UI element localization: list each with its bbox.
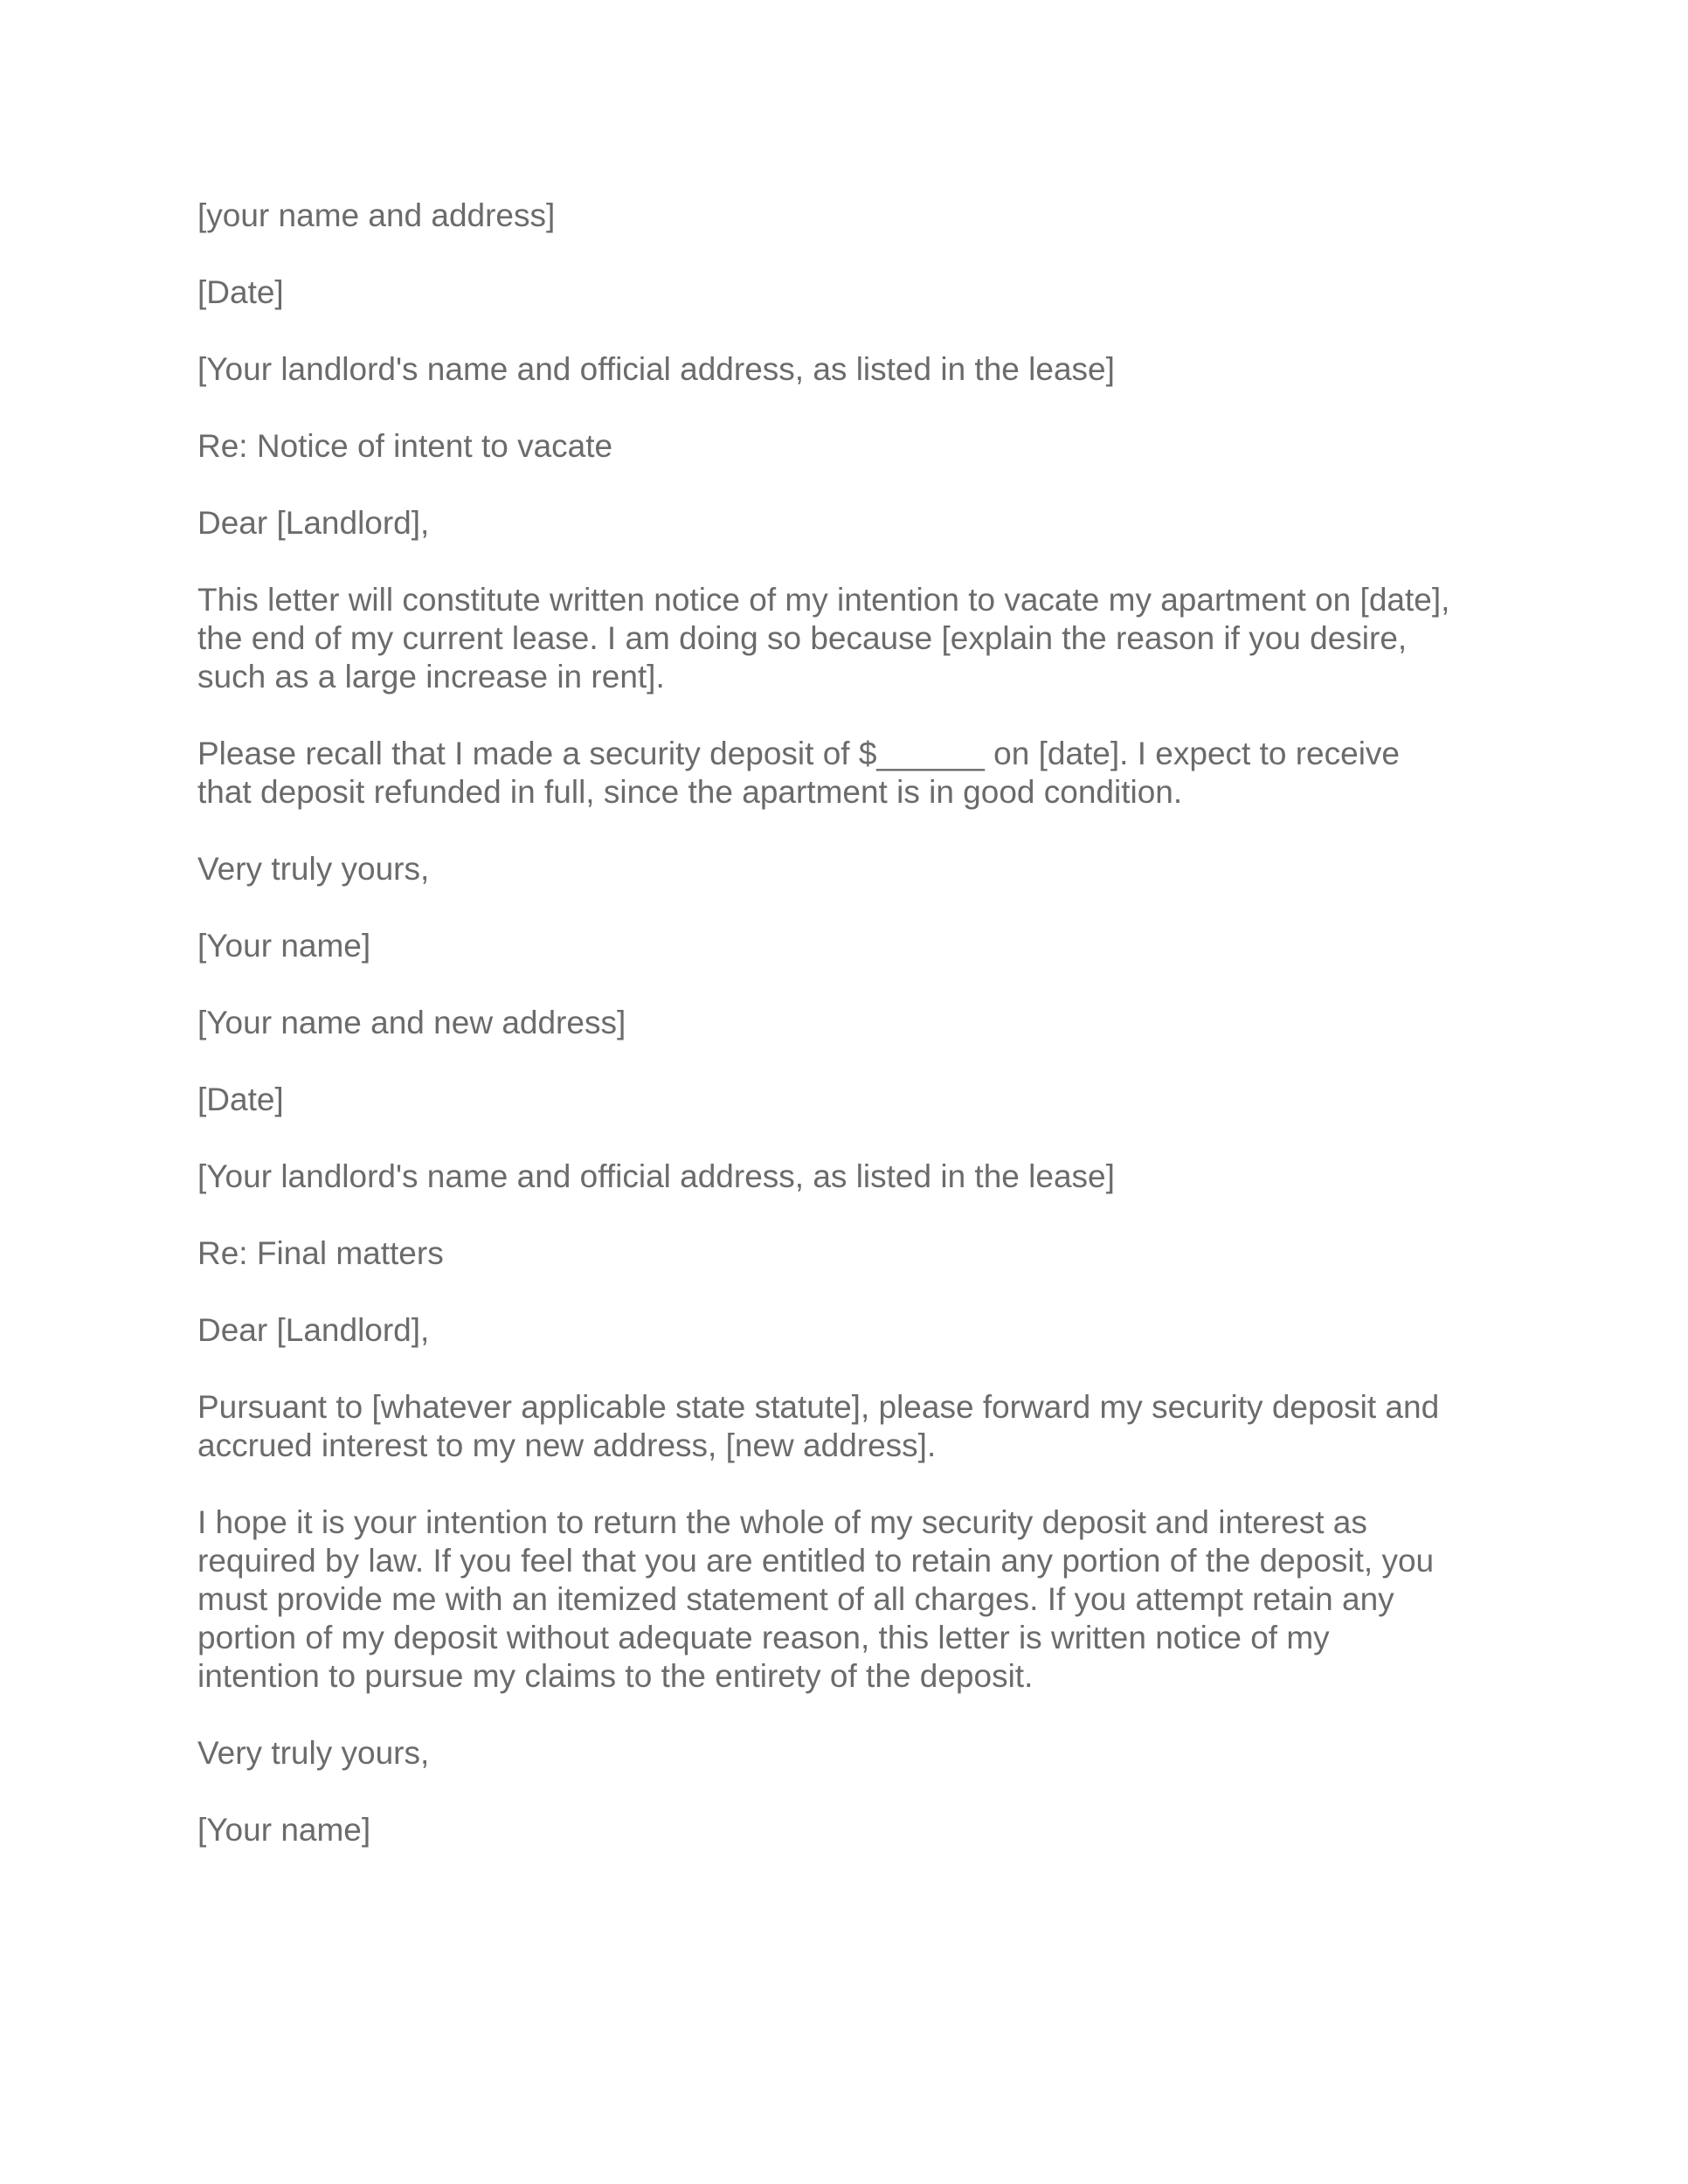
body-line: that deposit refunded in full, since the apartment is in good condition. [197,774,1183,810]
letter-notice-to-vacate [197,197,1513,965]
signature-line: [Your name] [197,1812,371,1848]
body-paragraph [197,1388,1508,1465]
closing-line: Very truly yours, [197,851,430,887]
body-line: accrued interest to my new address, [new address]. [197,1427,937,1463]
body-paragraph [197,735,1508,812]
body-line: required by law. If you feel that you are entitled to retain any portion of the deposit, you [197,1543,1435,1579]
body-paragraph [197,581,1508,696]
salutation: Dear [Landlord], [197,1312,430,1348]
letter-final-matters [197,1004,1513,1849]
body-paragraph [197,1503,1508,1696]
body-line: the end of my current lease. I am doing so because [explain the reason if you desire, [197,620,1408,656]
sender-block: [Your name and new address] [197,1005,626,1040]
sender-block: [your name and address] [197,197,556,233]
body-line: This letter will constitute written notice of my intention to vacate my apartment on [date], [197,582,1450,618]
signature-line: [Your name] [197,928,371,964]
salutation: Dear [Landlord], [197,505,430,541]
subject-line: Re: Notice of intent to vacate [197,428,613,464]
body-line: intention to pursue my claims to the entirety of the deposit. [197,1658,1034,1694]
body-line: Pursuant to [whatever applicable state statute], please forward my security deposit and [197,1389,1440,1425]
recipient-block: [Your landlord's name and official address, as listed in the lease] [197,351,1115,387]
body-line: must provide me with an itemized statement of all charges. If you attempt retain any [197,1581,1394,1617]
closing-line: Very truly yours, [197,1735,430,1771]
recipient-block: [Your landlord's name and official address, as listed in the lease] [197,1158,1115,1194]
body-line: I hope it is your intention to return the whole of my security deposit and interest as [197,1504,1367,1540]
date-line: [Date] [197,1082,284,1117]
body-line: such as a large increase in rent]. [197,659,665,695]
subject-line: Re: Final matters [197,1235,444,1271]
body-line: Please recall that I made a security deposit of $______ on [date]. I expect to receive [197,736,1400,771]
date-line: [Date] [197,274,284,310]
body-line: portion of my deposit without adequate reason, this letter is written notice of my [197,1620,1330,1655]
